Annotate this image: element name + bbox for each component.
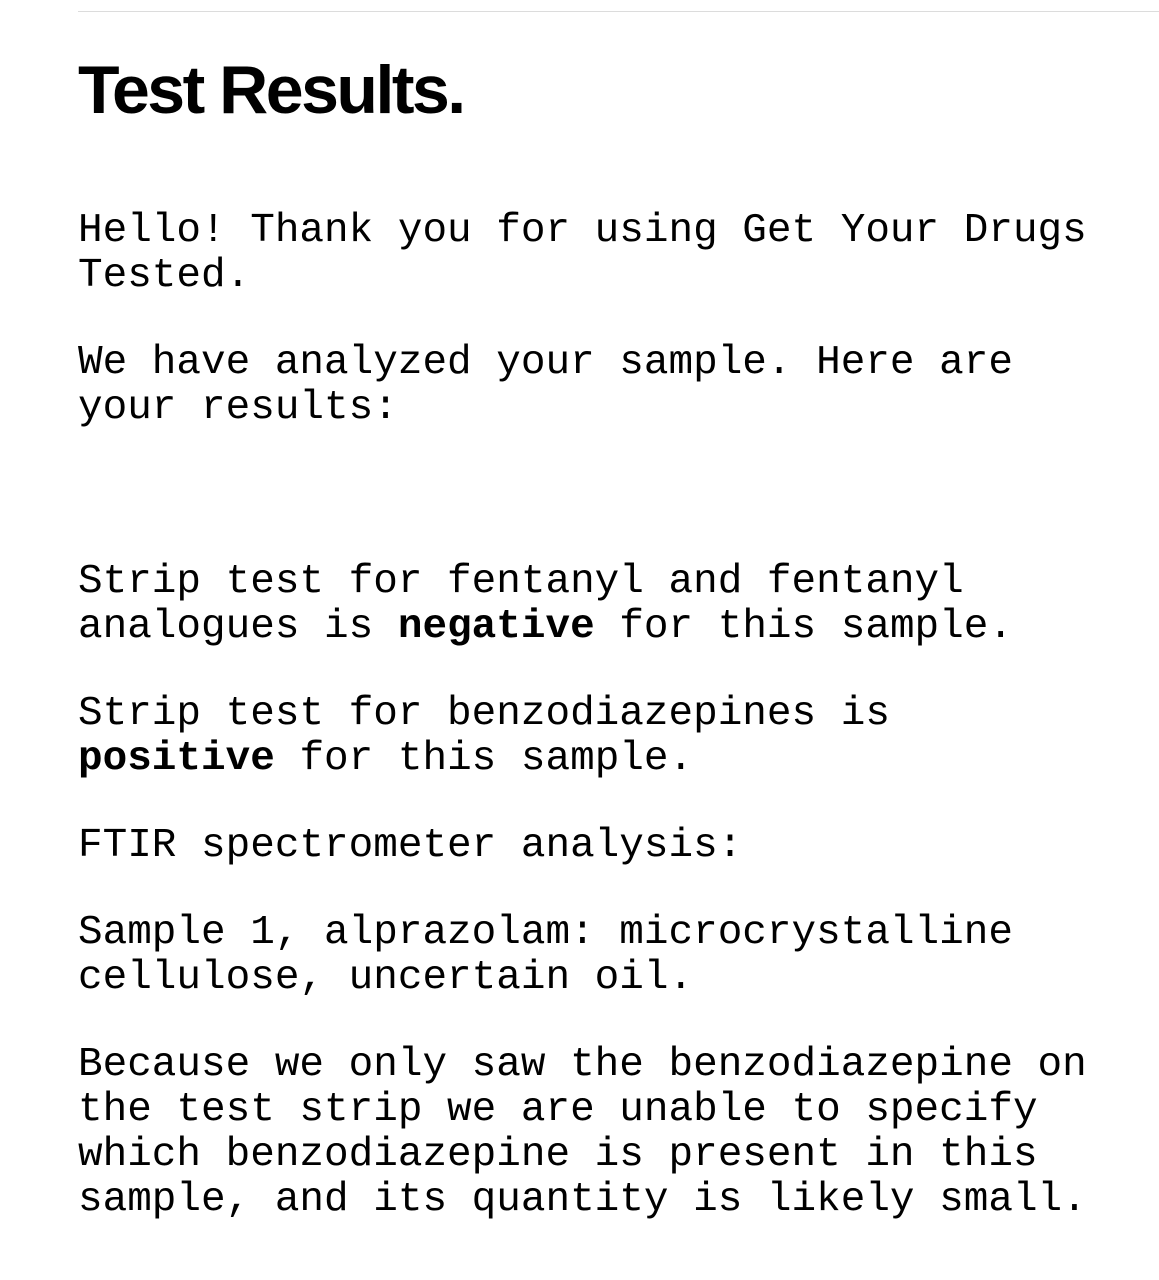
sample-line-1: Sample 1, alprazolam: microcrystalline bbox=[78, 910, 1013, 956]
top-divider bbox=[78, 11, 1159, 12]
analyzed-line-1: We have analyzed your sample. Here are bbox=[78, 340, 1013, 386]
page-title: Test Results. bbox=[78, 52, 464, 128]
fentanyl-line-2-suffix: for this sample. bbox=[594, 604, 1013, 650]
fentanyl-result-negative: negative bbox=[397, 604, 595, 650]
note-line-1: Because we only saw the benzodiazepine on bbox=[78, 1042, 1087, 1088]
benzo-line-2 bbox=[78, 737, 890, 782]
benzo-result-positive: positive bbox=[78, 736, 275, 782]
benzo-result-paragraph bbox=[78, 692, 890, 782]
fentanyl-result-paragraph bbox=[78, 560, 1013, 650]
ftir-heading bbox=[78, 824, 742, 869]
fentanyl-line-2-prefix: analogues is bbox=[78, 604, 398, 650]
ftir-heading-text: FTIR spectrometer analysis: bbox=[78, 823, 743, 869]
sample-line-2: cellulose, uncertain oil. bbox=[78, 955, 694, 1001]
note-line-2: the test strip we are unable to specify bbox=[78, 1087, 1038, 1133]
benzo-line-2-suffix: for this sample. bbox=[274, 736, 694, 782]
fentanyl-line-2 bbox=[78, 605, 1013, 650]
note-line-4: sample, and its quantity is likely small. bbox=[78, 1177, 1087, 1223]
greeting-paragraph bbox=[78, 209, 1087, 299]
sample-paragraph bbox=[78, 911, 1013, 1001]
analyzed-line-2: your results: bbox=[78, 385, 398, 431]
fentanyl-line-1: Strip test for fentanyl and fentanyl bbox=[78, 559, 964, 605]
greeting-line-2: Tested. bbox=[78, 253, 251, 299]
note-paragraph bbox=[78, 1043, 1087, 1223]
note-line-3: which benzodiazepine is present in this bbox=[78, 1132, 1038, 1178]
analyzed-paragraph bbox=[78, 341, 1013, 431]
greeting-line-1: Hello! Thank you for using Get Your Drugs bbox=[78, 208, 1087, 254]
benzo-line-1: Strip test for benzodiazepines is bbox=[78, 691, 890, 737]
